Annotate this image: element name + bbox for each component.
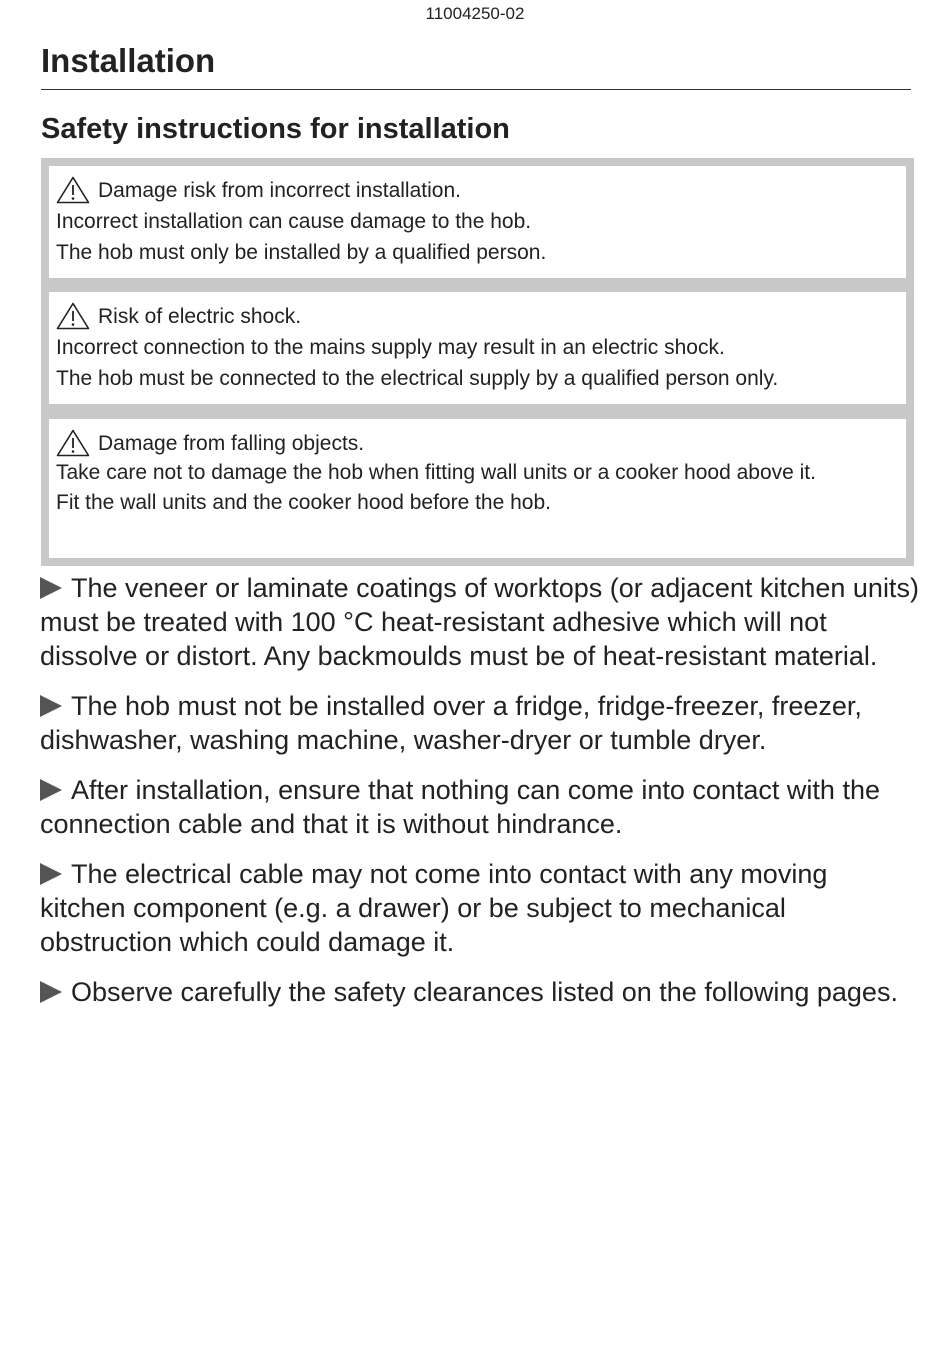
warning-heading: Risk of electric shock.: [98, 304, 302, 328]
list-item-text: The veneer or laminate coatings of worktops (or adjacent kitchen units) must be treated with 100 °C heat-resistant adhesive which will not dissolve or distort. Any backmoulds must be of heat-resistant material.: [40, 573, 919, 671]
bullet-arrow-icon: [40, 863, 62, 885]
warning-heading: Damage risk from incorrect installation.: [98, 178, 461, 202]
list-item-text: The hob must not be installed over a fridge, fridge-freezer, freezer, dishwasher, washing machine, washer-dryer or tumble dryer.: [40, 691, 862, 755]
warning-box-electric-shock: [41, 284, 914, 412]
warning-box-installation-damage: [41, 158, 914, 286]
list-item-text: Observe carefully the safety clearances listed on the following pages.: [71, 977, 898, 1007]
bullet-arrow-icon: [40, 577, 62, 599]
warning-heading: Damage from falling objects.: [98, 431, 365, 455]
list-item: [40, 975, 920, 1009]
list-item: [40, 773, 920, 841]
list-item-text: The electrical cable may not come into contact with any moving kitchen component (e.g. a drawer) or be subject to mechanical obstruction which could damage it.: [40, 859, 828, 957]
bullet-arrow-icon: [40, 779, 62, 801]
document-number: 11004250-02: [425, 4, 525, 23]
warning-text: The hob must be connected to the electrical supply by a qualified person only.: [56, 367, 779, 390]
bullet-arrow-icon: [40, 981, 62, 1003]
list-item: [40, 571, 920, 673]
title-divider: [41, 89, 911, 90]
list-item-text: After installation, ensure that nothing can come into contact with the connection cable and that it is without hindrance.: [40, 775, 880, 839]
warning-triangle-icon: [56, 429, 90, 457]
warning-triangle-icon: [56, 302, 90, 330]
warning-text: Fit the wall units and the cooker hood before the hob.: [56, 491, 551, 514]
warning-text: The hob must only be installed by a qualified person.: [56, 241, 547, 264]
warning-text: Incorrect connection to the mains supply may result in an electric shock.: [56, 336, 725, 359]
warning-text: Take care not to damage the hob when fitting wall units or a cooker hood above it.: [56, 461, 816, 484]
warning-box-falling-objects: [41, 411, 914, 566]
installation-instructions-list: [40, 571, 920, 1025]
warning-triangle-icon: [56, 176, 90, 204]
warning-text: Incorrect installation can cause damage to the hob.: [56, 210, 532, 233]
list-item: [40, 857, 920, 959]
bullet-arrow-icon: [40, 695, 62, 717]
subsection-title: Safety instructions for installation: [41, 113, 510, 145]
section-title: Installation: [41, 42, 216, 79]
list-item: [40, 689, 920, 757]
